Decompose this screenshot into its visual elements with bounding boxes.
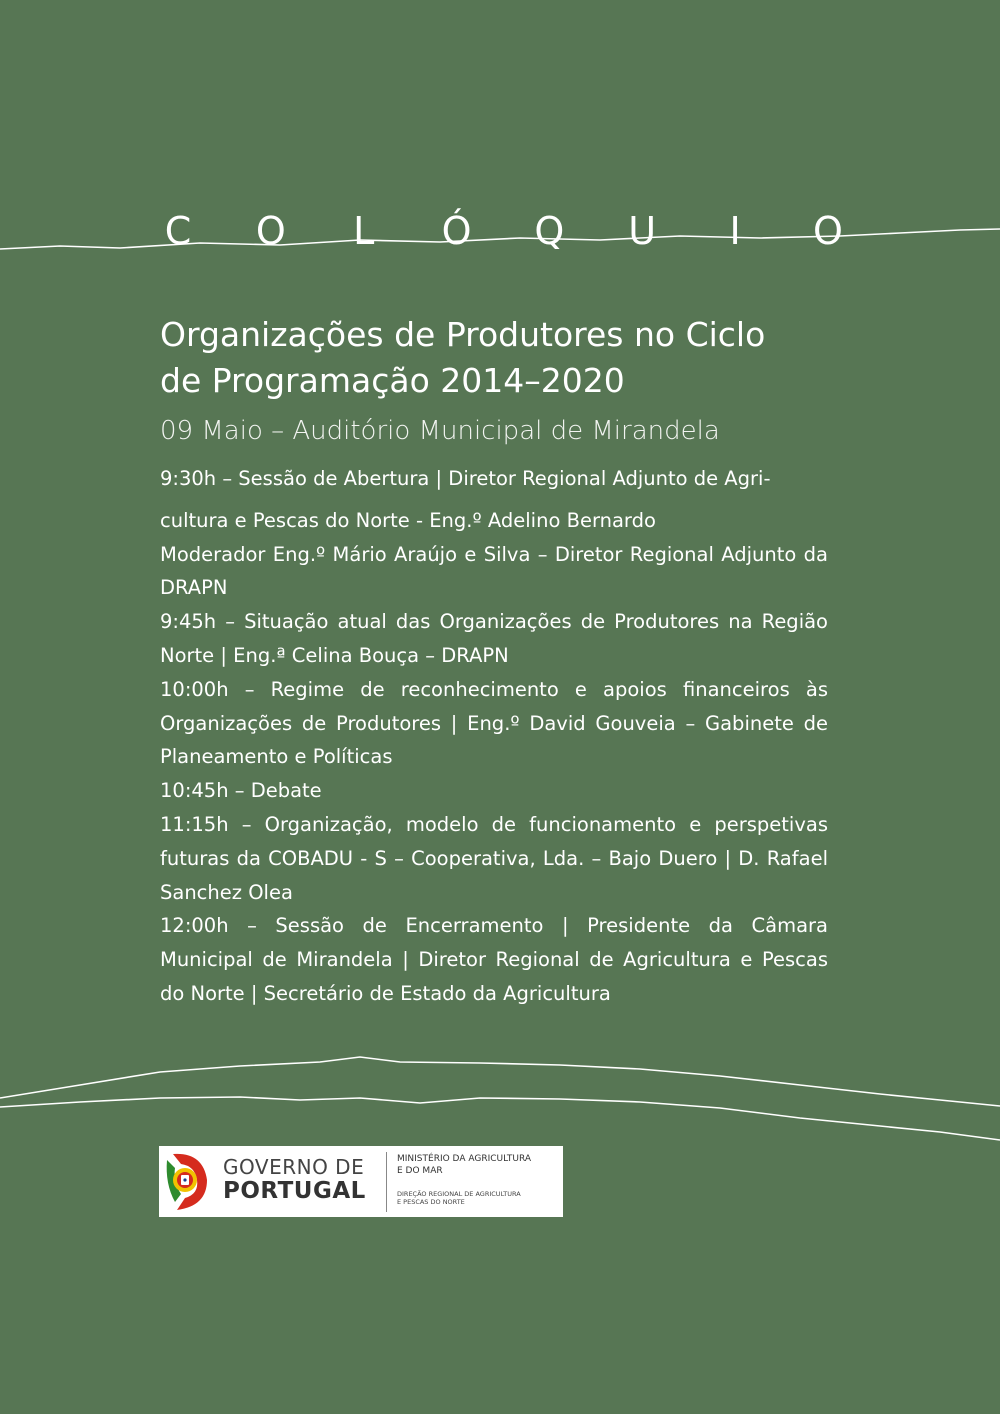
logo-divider — [386, 1152, 387, 1212]
program-item: cultura e Pescas do Norte - Eng.º Adelino Bernardo — [160, 508, 656, 532]
heading-line: Organizações de Produtores no Ciclo — [160, 315, 766, 354]
program-item: 10:00h – Regime de reconhecimento e apoios financeiros às Organizações de Produtores | Eng.º David Gouveia – Gabinete de Planeamento e Políticas — [160, 677, 828, 769]
ministry-text: MINISTÉRIO DA AGRICULTURA — [397, 1154, 532, 1164]
page-title — [158, 206, 848, 256]
government-logo — [159, 1146, 563, 1217]
program-item: 9:30h – Sessão de Abertura | Diretor Regional Adjunto de Agri- — [160, 467, 771, 490]
title-letter: C — [164, 209, 192, 253]
program-item: 10:45h – Debate — [160, 779, 322, 803]
title-letter: U — [628, 209, 657, 253]
event-date-location: 09 Maio – Auditório Municipal de Mirandela — [160, 416, 720, 446]
logo-text: GOVERNO DE — [223, 1155, 365, 1179]
title-letter: L — [353, 209, 375, 253]
title-letter: I — [729, 209, 741, 253]
program-item: Moderador Eng.º Mário Araújo e Silva – Diretor Regional Adjunto da DRAPN — [160, 542, 828, 600]
title-letter: Q — [534, 209, 565, 253]
direction-text: DIREÇÃO REGIONAL DE AGRICULTURA — [397, 1190, 521, 1198]
event-heading — [160, 312, 840, 404]
title-letter: O — [812, 209, 843, 253]
direction-text: E PESCAS DO NORTE — [397, 1198, 465, 1206]
program-item: 12:00h – Sessão de Encerramento | Presidente da Câmara Municipal de Mirandela | Diretor Regional de Agricultura e Pescas do Norte | Secretário de Estado da Agricultura — [160, 914, 828, 1005]
title-letter: O — [255, 209, 286, 253]
program-item: 9:45h – Situação atual das Organizações de Produtores na Região Norte | Eng.ª Celina Bouça – DRAPN — [160, 610, 828, 667]
title-letter: Ó — [441, 209, 472, 253]
program-item: 11:15h – Organização, modelo de funcionamento e perspetivas futuras da COBADU - S – Cooperativa, Lda. – Bajo Duero | D. Rafael Sanchez Olea — [160, 812, 828, 904]
portugal-crest-icon — [163, 1150, 211, 1212]
ministry-text: E DO MAR — [397, 1166, 443, 1176]
program-list — [160, 462, 828, 1011]
heading-line: de Programação 2014–2020 — [160, 361, 625, 400]
logo-text: PORTUGAL — [223, 1178, 366, 1204]
lower-line — [0, 1097, 1000, 1140]
